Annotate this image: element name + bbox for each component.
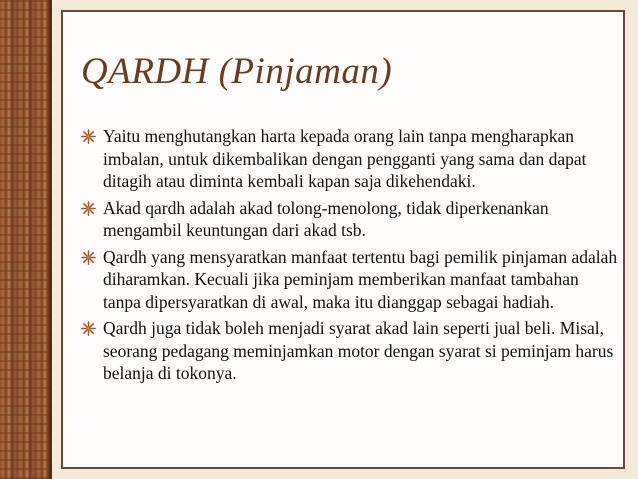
star-burst-bullet-icon — [81, 129, 96, 144]
bullet-item — [81, 246, 619, 314]
bullet-text: Akad qardh adalah akad tolong-menolong, tidak diperkenankan mengambil keuntungan dari akad tsb. — [103, 197, 549, 240]
slide-title: QARDH (Pinjaman) — [81, 51, 393, 92]
star-burst-bullet-icon — [81, 201, 96, 216]
wood-texture-bar — [0, 0, 52, 479]
star-burst-bullet-icon — [81, 321, 96, 336]
bullet-item — [81, 125, 619, 193]
bullet-text: Qardh juga tidak boleh menjadi syarat akad lain seperti jual beli. Misal, seorang pedagang meminjamkan motor dengan syarat si peminjam harus belanja di tokonya. — [103, 318, 614, 383]
bullet-item — [81, 197, 619, 242]
star-burst-bullet-icon — [81, 250, 96, 265]
bullet-text: Qardh yang mensyaratkan manfaat tertentu bagi pemilik pinjaman adalah diharamkan. Kecuali jika peminjam memberikan manfaat tambahan tanpa dipersyaratkan di awal, maka itu dianggap sebagai hadiah. — [103, 246, 618, 312]
bullet-item — [81, 317, 619, 385]
content-frame — [61, 10, 625, 469]
bullet-text: Yaitu menghutangkan harta kepada orang lain tanpa mengharapkan imbalan, untuk dikembalikan dengan pengganti yang sama dan dapat ditagih atau diminta kembali kapan saja dikehendaki. — [103, 126, 587, 191]
bullet-list — [81, 125, 619, 389]
